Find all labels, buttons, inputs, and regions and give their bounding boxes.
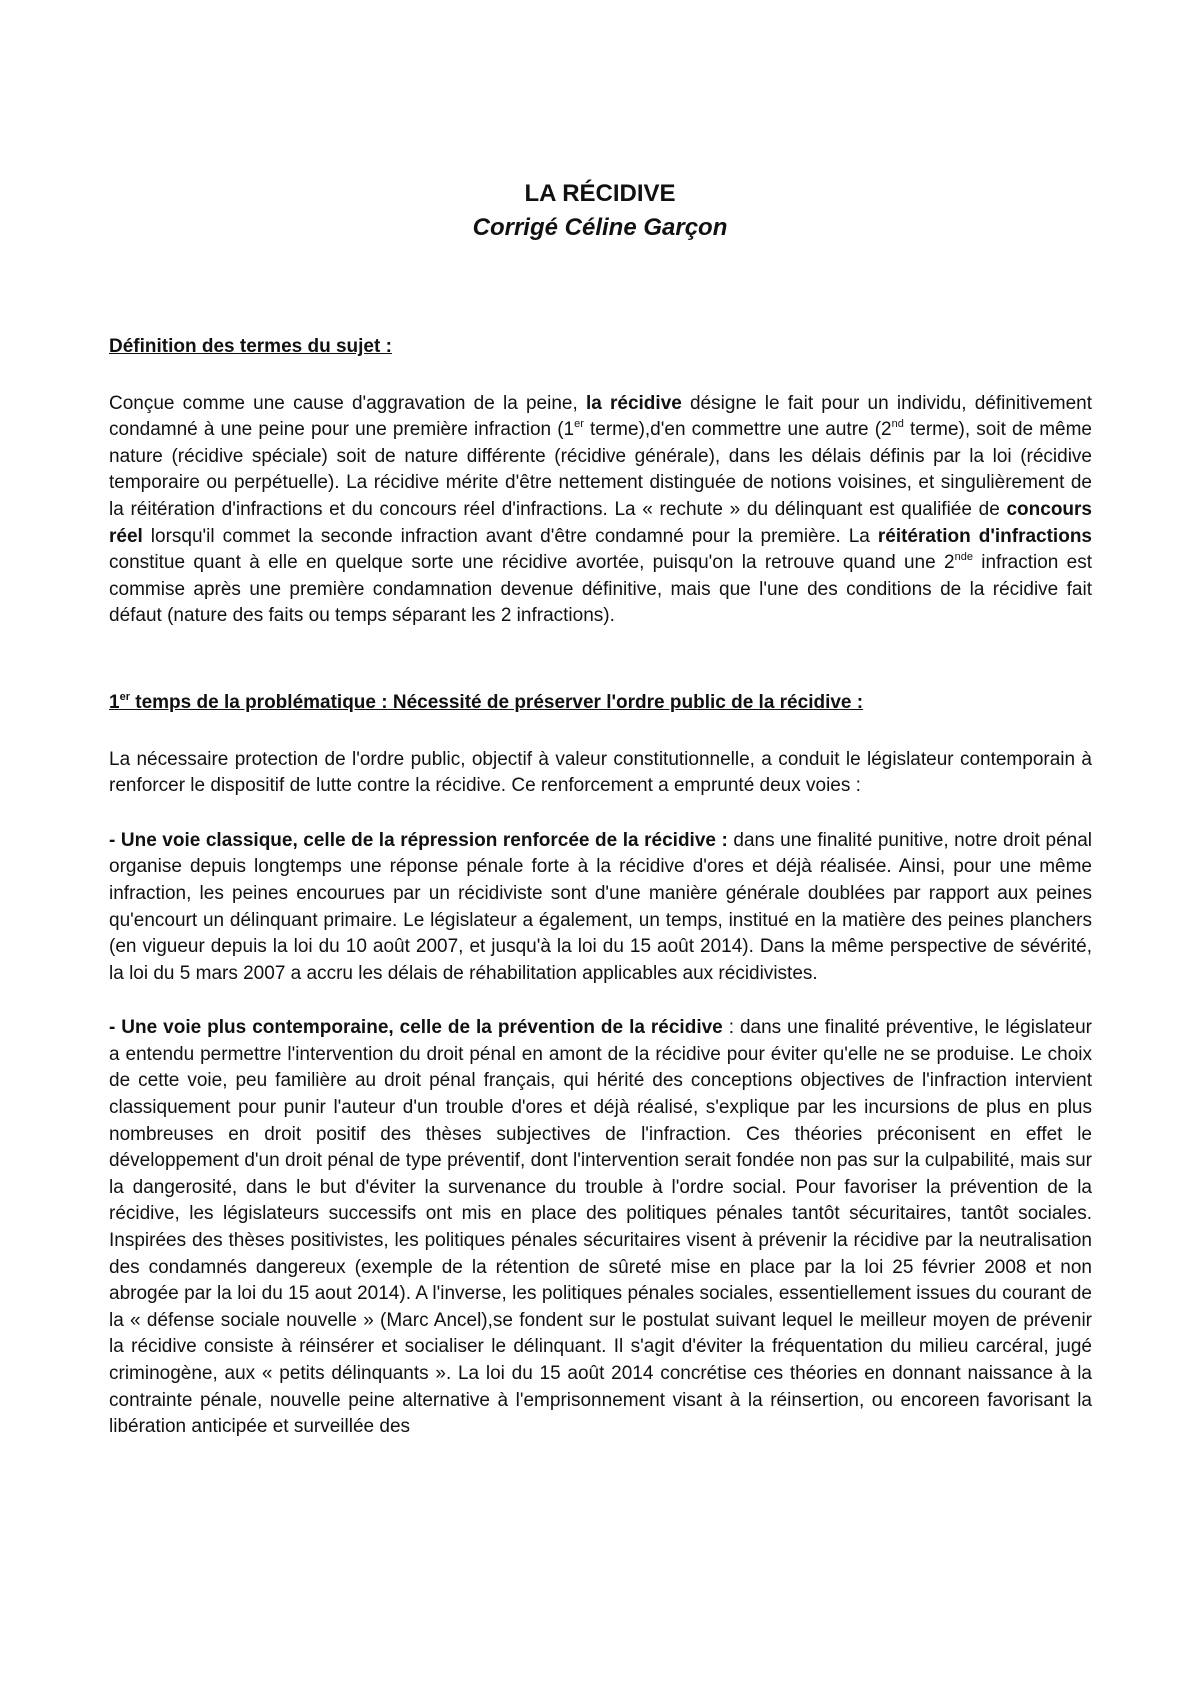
voie-contemporaine-paragraph	[109, 1015, 1092, 1441]
section1-heading	[109, 690, 1092, 717]
superscript: er	[119, 690, 130, 703]
page-title: LA RÉCIDIVE	[524, 180, 676, 207]
page-subtitle: Corrigé Céline Garçon	[472, 214, 728, 241]
intro-paragraph: La nécessaire protection de l'ordre public, objectif à valeur constitutionnelle, a conduit le législateur contemporain à renforcer le dispositif de lutte contre la récidive. Ce renforcement a emprunté deux voies :	[109, 748, 1092, 797]
superscript: nd	[891, 418, 904, 431]
text-run: Conçue comme une cause d'aggravation de la peine,	[109, 392, 586, 414]
text-run: infraction est commise après une première condamnation devenue définitive, mais que l'une des conditions de la récidive fait défaut (nature des faits ou temps séparant les 2 infractions).	[109, 552, 1093, 627]
voie-classique-paragraph	[109, 828, 1092, 988]
superscript: er	[574, 418, 584, 431]
bold-term-reiteration: réitération d'infractions	[877, 525, 1092, 547]
definition-paragraph	[109, 391, 1092, 630]
heading-text: temps de la problématique : Nécessité de préserver l'ordre public de la récidive :	[129, 691, 864, 713]
document-body	[109, 334, 1092, 1441]
text-run: terme), soit de même nature (récidive spéciale) soit de nature différente (récidive générale), dans les délais définis par la loi (récidive temporaire ou perpétuelle). La récidive mérite d'être nettement distinguée de notions voisines, et singulièrement de la réitération d'infractions et du concours réel d'infractions. La « rechute » du délinquant est qualifiée de	[109, 419, 1093, 520]
text-run: désigne le fait pour un individu, définitivement condamné à une peine pour une première infraction (1	[109, 392, 1093, 441]
text-run: dans une finalité punitive, notre droit pénal organise depuis longtemps une réponse pénale forte à la récidive d'ores et déjà réalisée. Ainsi, pour une même infraction, les peines encourues par un récidiviste sont d'une manière générale doublées par rapport aux peines qu'encourt un délinquant primaire. Le législateur a également, un temps, institué en la matière des peines planchers (en vigueur depuis la loi du 10 août 2007, et jusqu'à la loi du 15 août 2014). Dans la même perspective de sévérité, la loi du 5 mars 2007 a accru les délais de réhabilitation applicables aux récidivistes.	[109, 829, 1092, 984]
bold-term-concours-reel: concours réel	[109, 498, 1092, 547]
definition-heading: Définition des termes du sujet :	[109, 336, 392, 357]
text-run: lorsqu'il commet la seconde infraction avant d'être condamné pour la première. La	[142, 525, 878, 547]
text-run: terme),d'en commettre une autre (2	[583, 419, 892, 441]
bold-term-recidive: la récidive	[585, 392, 682, 414]
superscript: nde	[954, 551, 973, 564]
bold-lead: - Une voie plus contemporaine, celle de la prévention de la récidive	[109, 1017, 723, 1039]
bold-lead: - Une voie classique, celle de la répression renforcée de la récidive :	[109, 829, 728, 851]
text-run: constitue quant à elle en quelque sorte une récidive avortée, puisqu'on la retrouve quand une 2	[109, 552, 955, 574]
text-run: : dans une finalité préventive, le législateur a entendu permettre l'intervention du droit pénal en amont de la récidive pour éviter qu'elle ne se produise. Le choix de cette voie, peu familière au droit pénal français, qui hérité des conceptions objectives de l'infraction intervient classiquement pour punir l'auteur d'un trouble d'ores et déjà réalisé, s'explique par les incursions de plus en plus nombreuses en droit positif des thèses subjectives de l'infraction. Ces théories préconisent en effet le développement d'un droit pénal de type préventif, dont l'intervention serait fondée non pas sur la culpabilité, mais sur la dangerosité, dans le but d'éviter la survenance du trouble à l'ordre social. Pour favoriser la prévention de la récidive, les législateurs successifs ont mis en place des politiques pénales tantôt sécuritaires, tantôt sociales. Inspirées des thèses positivistes, les politiques pénales sécuritaires visent à prévenir la récidive par la neutralisation des condamnés dangereux (exemple de la rétention de sûreté mise en place par la loi 25 février 2008 et non abrogée par la loi du 15 aout 2014). A l'inverse, les politiques pénales sociales, essentiellement issues du courant de la « défense sociale nouvelle » (Marc Ancel),se fondent sur le postulat suivant lequel le meilleur moyen de prévenir la récidive consiste à réinsérer et socialiser le délinquant. Il s'agit d'éviter la fréquentation du milieu carcéral, jugé criminogène, aux « petits délinquants ». La loi du 15 août 2014 concrétise ces théories en donnant naissance à la contrainte pénale, nouvelle peine alternative à l'emprisonnement visant à la réinsertion, ou encoreen favorisant la libération anticipée et surveillée des	[109, 1017, 1092, 1438]
heading-number: 1	[109, 691, 120, 713]
